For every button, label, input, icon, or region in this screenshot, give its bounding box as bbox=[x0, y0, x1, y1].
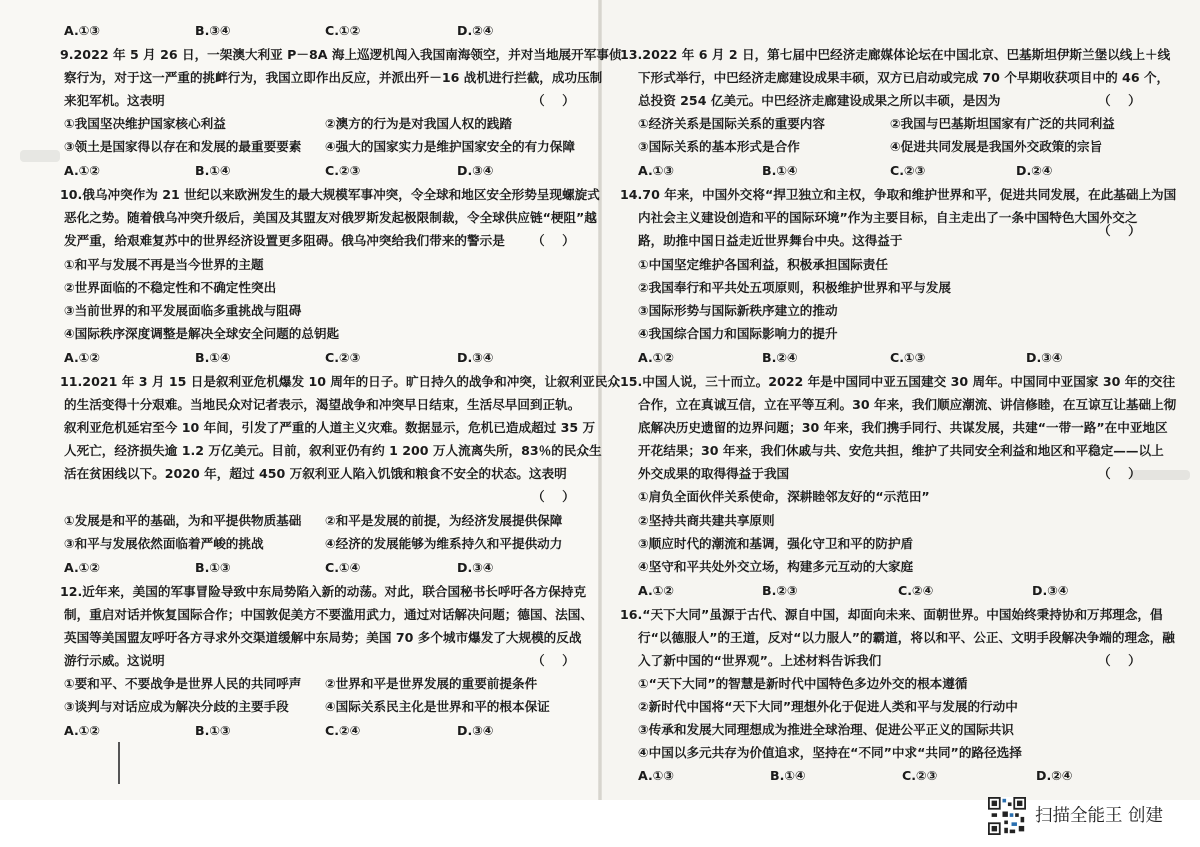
option-d: D.②④ bbox=[1036, 768, 1073, 783]
question-text-line: 来犯军机。这表明 bbox=[64, 93, 165, 108]
statement: ①“天下大同”的智慧是新时代中国特色多边外交的根本遵循 bbox=[638, 676, 968, 691]
statement: ②新时代中国将“天下大同”理想外化于促进人类和平与发展的行动中 bbox=[638, 699, 1018, 714]
statement: ④中国以多元共存为价值追求，坚持在“不同”中求“共同”的路径选择 bbox=[638, 745, 1022, 760]
statement: ①发展是和平的基础，为和平提供物质基础 bbox=[64, 513, 302, 528]
question-text-line: 15.中国人说，三十而立。2022 年是中国同中亚五国建交 30 周年。中国同中亚国家 30 年的交往 bbox=[620, 374, 1176, 389]
statement: ③顺应时代的潮流和基调，强化守卫和平的防护盾 bbox=[638, 536, 914, 551]
question-text-line: 10.俄乌冲突作为 21 世纪以来欧洲发生的最大规模军事冲突，令全球和地区安全形势呈现螺旋式 bbox=[60, 187, 600, 202]
statement: ④经济的发展能够为维系持久和平提供动力 bbox=[325, 536, 563, 551]
option-c: C.①③ bbox=[890, 350, 926, 365]
question-text-line: 叙利亚危机延宕至今 10 年间，引发了严重的人道主义灾难。数据显示，危机已造成超过 35 万 bbox=[64, 420, 596, 435]
question-text-line: 发严重，给艰难复苏中的世界经济设置更多阻碍。俄乌冲突给我们带来的警示是 bbox=[64, 233, 505, 248]
statement: ②我国奉行和平共处五项原则，积极维护世界和平与发展 bbox=[638, 280, 951, 295]
question-text-line: 9.2022 年 5 月 26 日，一架澳大利亚 P－8A 海上巡逻机闯入我国南海领空，并对当地展开军事侦 bbox=[60, 47, 622, 62]
answer-paren: （ ） bbox=[1098, 93, 1141, 108]
statement: ④我国综合国力和国际影响力的提升 bbox=[638, 326, 838, 341]
question-text-line: 底解决历史遗留的边界问题；30 年来，我们携手同行、共谋发展，共建“一带一路”在中亚地区 bbox=[638, 420, 1168, 435]
option-a: A.①② bbox=[638, 583, 675, 598]
option-c: C.①② bbox=[325, 23, 361, 38]
option-d: D.②④ bbox=[1016, 163, 1053, 178]
option-c: C.②④ bbox=[325, 723, 361, 738]
statement: ③当前世界的和平发展面临多重挑战与阻碍 bbox=[64, 303, 302, 318]
option-d: D.③④ bbox=[457, 350, 494, 365]
answer-paren: （ ） bbox=[1098, 223, 1141, 238]
option-d: D.③④ bbox=[457, 723, 494, 738]
question-text-line: 制，重启对话并恢复国际合作；中国敦促美方不要滥用武力，通过对话解决问题；德国、法国、 bbox=[64, 607, 593, 622]
option-b: B.①④ bbox=[770, 768, 806, 783]
option-d: D.③④ bbox=[1026, 350, 1063, 365]
question-text-line: 察行为，对于这一严重的挑衅行为，我国立即作出反应，并派出歼－16 战机进行拦截，成功压制 bbox=[64, 70, 603, 85]
answer-paren: （ ） bbox=[1098, 466, 1141, 481]
option-a: A.①③ bbox=[638, 768, 675, 783]
question-text-line: 开花结果；30 年来，我们休戚与共、安危共担，维护了共同安全利益和地区和平稳定——以上 bbox=[638, 443, 1164, 458]
statement: ②我国与巴基斯坦国家有广泛的共同利益 bbox=[890, 116, 1115, 131]
statement: ①和平与发展不再是当今世界的主题 bbox=[64, 257, 264, 272]
option-a: A.①② bbox=[64, 560, 101, 575]
question-text-line: 12.近年来，美国的军事冒险导致中东局势陷入新的动荡。对此，联合国秘书长呼吁各方保持克 bbox=[60, 584, 587, 599]
question-text-line: 的生活变得十分艰难。当地民众对记者表示，渴望战争和冲突早日结束，生活尽早回到正轨。 bbox=[64, 397, 581, 412]
option-d: D.③④ bbox=[457, 163, 494, 178]
question-text-line: 合作，立在真诚互信，立在平等互利。30 年来，我们顺应潮流、讲信修睦，在互谅互让基础上彻 bbox=[638, 397, 1177, 412]
statement: ④促进共同发展是我国外交政策的宗旨 bbox=[890, 139, 1103, 154]
option-a: A.①③ bbox=[64, 23, 101, 38]
statement: ①肩负全面伙伴关系使命，深耕睦邻友好的“示范田” bbox=[638, 489, 930, 504]
qr-code-icon bbox=[988, 797, 1026, 835]
option-b: B.②④ bbox=[762, 350, 798, 365]
option-c: C.②③ bbox=[902, 768, 938, 783]
question-text-line: 游行示威。这说明 bbox=[64, 653, 165, 668]
question-text-line: 外交成果的取得得益于我国 bbox=[638, 466, 790, 481]
question-text-line: 人死亡，经济损失逾 1.2 万亿美元。目前，叙利亚仍有约 1 200 万人流离失所，83％的民众生 bbox=[64, 443, 602, 458]
statement: ③谈判与对话应成为解决分歧的主要手段 bbox=[64, 699, 289, 714]
question-text-line: 13.2022 年 6 月 2 日，第七届中巴经济走廊媒体论坛在中国北京、巴基斯坦伊斯兰堡以线上＋线 bbox=[620, 47, 1171, 62]
option-c: C.②③ bbox=[325, 350, 361, 365]
question-text-line: 下形式举行，中巴经济走廊建设成果丰硕，双方已启动或完成 70 个早期收获项目中的 46 个， bbox=[638, 70, 1170, 85]
statement: ③国际关系的基本形式是合作 bbox=[638, 139, 800, 154]
scanner-brand: 扫描全能王 创建 bbox=[1035, 806, 1164, 826]
scan-smudge bbox=[20, 150, 60, 162]
answer-paren: （ ） bbox=[1098, 653, 1141, 668]
question-text-line: 16.“天下大同”虽源于古代、源自中国，却面向未来、面朝世界。中国始终秉持协和万邦理念，倡 bbox=[620, 607, 1163, 622]
option-b: B.②③ bbox=[762, 583, 798, 598]
answer-paren: （ ） bbox=[532, 93, 575, 108]
statement: ④强大的国家实力是维护国家安全的有力保障 bbox=[325, 139, 575, 154]
statement: ①经济关系是国际关系的重要内容 bbox=[638, 116, 825, 131]
option-c: C.①④ bbox=[325, 560, 361, 575]
question-text-line: 入了新中国的“世界观”。上述材料告诉我们 bbox=[638, 653, 882, 668]
option-b: B.①③ bbox=[195, 560, 231, 575]
statement: ④坚守和平共处外交立场，构建多元互动的大家庭 bbox=[638, 559, 914, 574]
answer-paren: （ ） bbox=[532, 233, 575, 248]
question-text-line: 内社会主义建设创造和平的国际环境”作为主要目标，自主走出了一条中国特色大国外交之 bbox=[638, 210, 1138, 225]
option-b: B.①④ bbox=[195, 350, 231, 365]
question-text-line: 总投资 254 亿美元。中巴经济走廊建设成果之所以丰硕，是因为 bbox=[638, 93, 1001, 108]
answer-paren: （ ） bbox=[532, 653, 575, 668]
statement: ③领土是国家得以存在和发展的最重要要素 bbox=[64, 139, 302, 154]
option-c: C.②③ bbox=[890, 163, 926, 178]
option-b: B.③④ bbox=[195, 23, 231, 38]
statement: ②和平是发展的前提，为经济发展提供保障 bbox=[325, 513, 563, 528]
option-a: A.①② bbox=[638, 350, 675, 365]
question-text-line: 14.70 年来，中国外交将“捍卫独立和主权，争取和维护世界和平，促进共同发展，在此基础上为国 bbox=[620, 187, 1177, 202]
question-text-line: 恶化之势。随着俄乌冲突升级后，美国及其盟友对俄罗斯发起极限制裁，令全球供应链“梗阻”越 bbox=[64, 210, 597, 225]
option-b: B.①④ bbox=[762, 163, 798, 178]
option-a: A.①③ bbox=[638, 163, 675, 178]
question-text-line: 活在贫困线以下。2020 年，超过 450 万叙利亚人陷入饥饿和粮食不安全的状态。这表明 bbox=[64, 466, 567, 481]
option-d: D.③④ bbox=[1032, 583, 1069, 598]
statement: ③国际形势与国际新秩序建立的推动 bbox=[638, 303, 838, 318]
question-text-line: 行“以德服人”的王道，反对“以力服人”的霸道，将以和平、公正、文明手段解决争端的理念，融 bbox=[638, 630, 1175, 645]
statement: ②世界和平是世界发展的重要前提条件 bbox=[325, 676, 538, 691]
answer-paren: （ ） bbox=[532, 489, 575, 504]
option-a: A.①② bbox=[64, 163, 101, 178]
statement: ②澳方的行为是对我国人权的践踏 bbox=[325, 116, 512, 131]
statement: ④国际秩序深度调整是解决全球安全问题的总钥匙 bbox=[64, 326, 340, 341]
statement: ③传承和发展大同理想成为推进全球治理、促进公平正义的国际共识 bbox=[638, 722, 1014, 737]
option-d: D.③④ bbox=[457, 560, 494, 575]
option-b: B.①④ bbox=[195, 163, 231, 178]
statement: ①中国坚定维护各国利益，积极承担国际责任 bbox=[638, 257, 888, 272]
question-text-line: 英国等美国盟友呼吁各方寻求外交渠道缓解中东局势；美国 70 多个城市爆发了大规模的反战 bbox=[64, 630, 582, 645]
pen-mark bbox=[118, 742, 120, 784]
statement: ①要和平、不要战争是世界人民的共同呼声 bbox=[64, 676, 302, 691]
option-b: B.①③ bbox=[195, 723, 231, 738]
option-c: C.②③ bbox=[325, 163, 361, 178]
option-c: C.②④ bbox=[898, 583, 934, 598]
statement: ③和平与发展依然面临着严峻的挑战 bbox=[64, 536, 264, 551]
question-text-line: 11.2021 年 3 月 15 日是叙利亚危机爆发 10 周年的日子。旷日持久的战争和冲突，让叙利亚民众 bbox=[60, 374, 621, 389]
option-a: A.①② bbox=[64, 350, 101, 365]
statement: ②坚持共商共建共享原则 bbox=[638, 513, 775, 528]
statement: ②世界面临的不稳定性和不确定性突出 bbox=[64, 280, 277, 295]
option-d: D.②④ bbox=[457, 23, 494, 38]
page-spine bbox=[598, 0, 602, 800]
question-text-line: 路，助推中国日益走近世界舞台中央。这得益于 bbox=[638, 233, 903, 248]
statement: ④国际关系民主化是世界和平的根本保证 bbox=[325, 699, 550, 714]
option-a: A.①② bbox=[64, 723, 101, 738]
statement: ①我国坚决维护国家核心利益 bbox=[64, 116, 226, 131]
